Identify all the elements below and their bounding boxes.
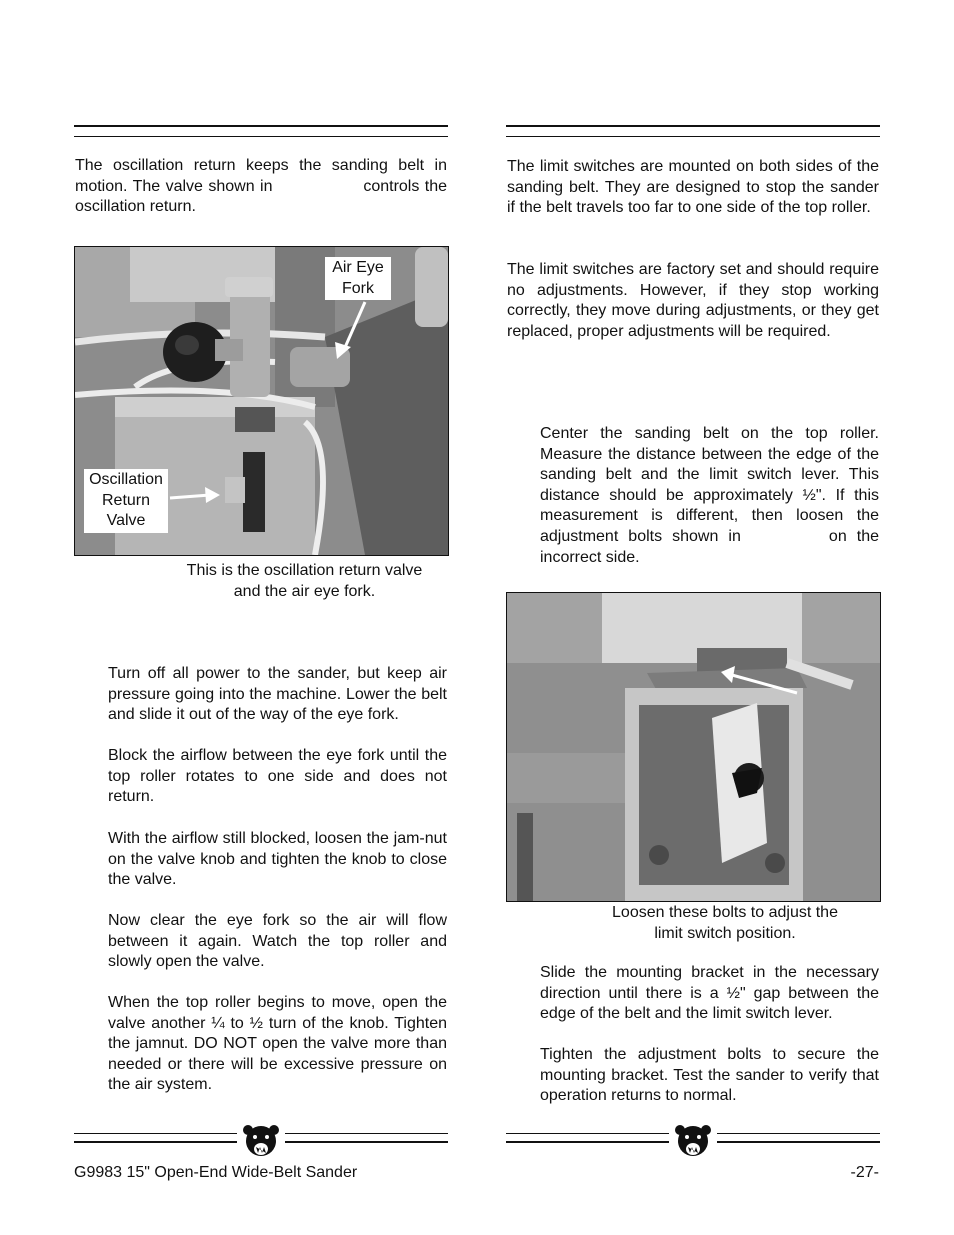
figure2-caption: Loosen these bolts to adjust the limit switch position. bbox=[612, 904, 838, 942]
right-step-2: Slide the mounting bracket in the necessary direction until there is a ½" gap between the edge of the belt and the limit switch lever. bbox=[540, 964, 879, 1023]
left-step-5: When the top roller begins to move, open the valve another ¼ to ½ turn of the knob. Tighten the jamnut. DO NOT open the valve more than needed or there will be excessive pressure on the air system. bbox=[108, 994, 447, 1094]
left-step-2: Block the airflow between the eye fork until the top roller rotates to one side and does not return. bbox=[108, 747, 447, 806]
bear-head-icon bbox=[241, 1123, 281, 1161]
right-header-rule bbox=[506, 125, 880, 127]
air-eye-fork-label: Air Eye Fork bbox=[325, 257, 391, 300]
oscillation-valve-label: Oscillation Return Valve bbox=[84, 469, 168, 533]
left-step-1: Turn off all power to the sander, but keep air pressure going into the machine. Lower the belt and slide it out of the way of the eye fork. bbox=[108, 665, 447, 724]
right-intro-2: The limit switches are factory set and should require no adjustments. However, if they stop working correctly, they move during adjustments, or they get replaced, proper adjustments will be required. bbox=[507, 261, 879, 340]
footer-rule-right-d bbox=[717, 1141, 880, 1143]
figure-arrows bbox=[75, 247, 448, 555]
footer-rule-right-b bbox=[506, 1141, 669, 1143]
footer-title: G9983 15" Open-End Wide-Belt Sander bbox=[74, 1164, 358, 1181]
footer-rule-left-d bbox=[285, 1141, 448, 1143]
footer-rule-left-b bbox=[74, 1141, 237, 1143]
right-step-1: Center the sanding belt on the top roller. Measure the distance between the edge of the sanding belt and the limit switch lever. This distance should be approximately ½". If this measurement is different, then loosen the adjustment bolts shown in on the incorrect side. bbox=[540, 425, 879, 566]
right-step-3: Tighten the adjustment bolts to secure the mounting bracket. Test the sander to verify that operation returns to normal. bbox=[540, 1046, 879, 1105]
figure1-caption: This is the oscillation return valve and the air eye fork. bbox=[186, 562, 423, 600]
footer-rule-right-c bbox=[717, 1133, 880, 1134]
bear-head-icon bbox=[673, 1123, 713, 1161]
footer-page-number: -27- bbox=[850, 1164, 879, 1181]
footer-rule-left-c bbox=[285, 1133, 448, 1134]
left-header-rule bbox=[74, 125, 448, 127]
left-header-rule-thin bbox=[74, 136, 448, 137]
arrow-valve-icon bbox=[205, 487, 220, 503]
arrow-air-eye-icon bbox=[335, 342, 351, 359]
oscillation-valve-photo bbox=[74, 246, 449, 556]
left-step-3: With the airflow still blocked, loosen the jam-nut on the valve knob and tighten the knob to close the valve. bbox=[108, 830, 447, 889]
left-step-4: Now clear the eye fork so the air will flow between it again. Watch the top roller and slowly open the valve. bbox=[108, 912, 447, 971]
right-header-rule-thin bbox=[506, 136, 880, 137]
left-intro: The oscillation return keeps the sanding belt in motion. The valve shown in controls the oscillation return. bbox=[75, 157, 448, 216]
limit-arrow bbox=[507, 593, 880, 901]
arrow-bolts-icon bbox=[721, 666, 735, 683]
limit-switch-photo bbox=[506, 592, 881, 902]
right-intro-1: The limit switches are mounted on both sides of the sanding belt. They are designed to stop the sander if the belt travels too far to one side of the top roller. bbox=[507, 158, 879, 217]
footer-rule-left-a bbox=[74, 1133, 237, 1134]
footer-rule-right-a bbox=[506, 1133, 669, 1134]
